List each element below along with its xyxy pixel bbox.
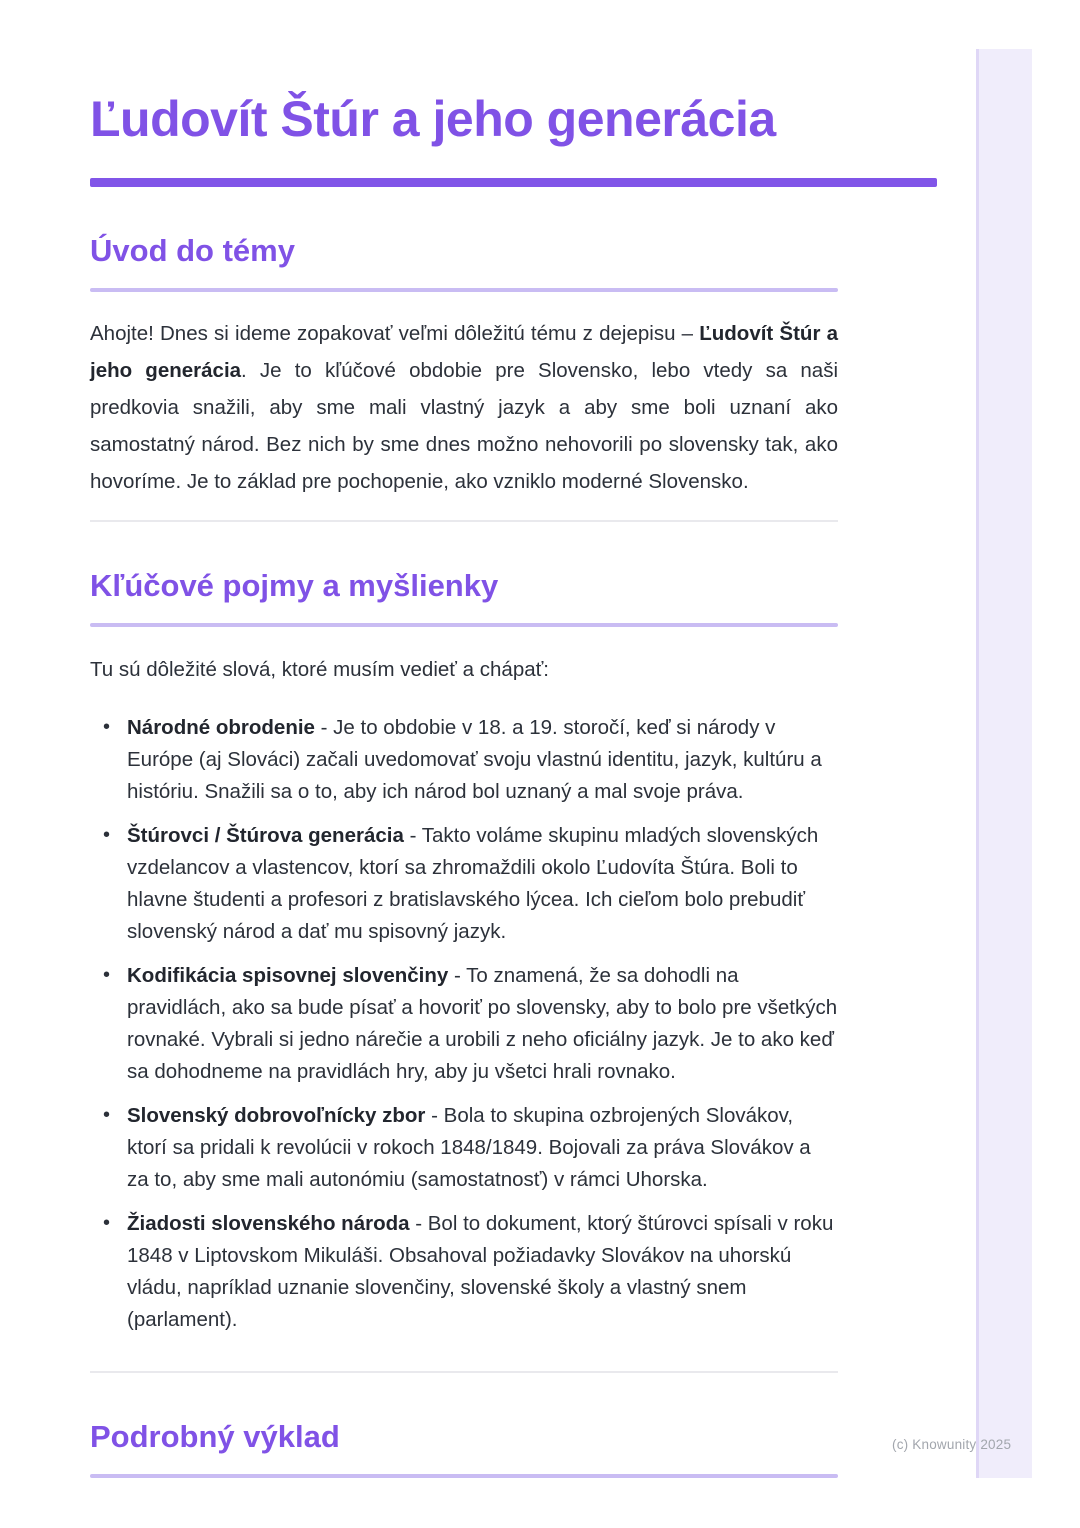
term-dash: - bbox=[409, 824, 417, 847]
page-title: Ľudovít Štúr a jeho generácia bbox=[90, 91, 776, 147]
intro-bold-phrase: Ľudovít Štúr a jeho generácia bbox=[90, 322, 839, 382]
right-accent-bar bbox=[976, 49, 1032, 1478]
term-definition: Takto voláme skupinu mladých slovenských vzdelancov a vlastencov, ktorí sa zhromaždili okolo Ľudovíta Štúra. Boli to hlavne študenti a profesori z bratislavského lýcea. Ich cieľom bolo prebudiť slovenský národ a dať mu spisovný jazyk. bbox=[127, 824, 819, 943]
term-definition: Je to obdobie v 18. a 19. storočí, keď si národy v Európe (aj Slováci) začali uvedomovať svoju vlastnú identitu, jazyk, kultúru a históriu. Snažili sa o to, aby ich národ bol uznaný a mal svoje práva. bbox=[127, 716, 822, 803]
term-definition: Bol to dokument, ktorý štúrovci spísali v roku 1848 v Liptovskom Mikuláši. Obsahoval požiadavky Slovákov na uhorskú vládu, napríklad uznanie slovenčiny, slovenské školy a vlastný snem (parlament). bbox=[127, 1212, 834, 1331]
section-heading-intro: Úvod do témy bbox=[90, 233, 295, 268]
term-label: Slovenský dobrovoľnícky zbor bbox=[127, 1104, 426, 1127]
heading-rule bbox=[90, 623, 838, 627]
section-key-terms bbox=[90, 568, 838, 1336]
section-divider bbox=[90, 520, 838, 522]
term-definition: To znamená, že sa dohodli na pravidlách, ako sa bude písať a hovoriť po slovensky, aby to bolo pre všetkých rovnaké. Vybrali si jedno nárečie a urobili z neho oficiálny jazyk. Je to ako keď sa dohodneme na pravidlách hry, aby ju všetci hrali rovnako. bbox=[127, 964, 838, 1083]
title-rule bbox=[90, 178, 937, 187]
term-label: Žiadosti slovenského národa bbox=[127, 1212, 410, 1235]
list-item bbox=[127, 960, 838, 1088]
section-divider bbox=[90, 1371, 838, 1373]
term-dash: - bbox=[431, 1104, 438, 1127]
list-item bbox=[127, 712, 838, 808]
section-detailed bbox=[90, 1419, 838, 1478]
intro-text-before: Ahojte! Dnes si ideme zopakovať veľmi dôležitú tému z dejepisu – bbox=[90, 322, 700, 345]
list-item bbox=[127, 820, 838, 948]
list-item bbox=[127, 1208, 838, 1336]
key-terms-intro: Tu sú dôležité slová, ktoré musím vedieť a chápať: bbox=[90, 658, 549, 681]
term-dash: - bbox=[454, 964, 461, 987]
watermark: (c) Knowunity 2025 bbox=[892, 1437, 1012, 1452]
heading-rule bbox=[90, 288, 838, 292]
key-terms-list bbox=[90, 712, 838, 1336]
intro-paragraph bbox=[90, 315, 838, 500]
term-dash: - bbox=[415, 1212, 423, 1235]
term-dash: - bbox=[320, 716, 328, 739]
list-item bbox=[127, 1100, 838, 1196]
document-content bbox=[90, 0, 838, 1478]
section-heading-key-terms: Kľúčové pojmy a myšlienky bbox=[90, 568, 499, 603]
term-label: Kodifikácia spisovnej slovenčiny bbox=[127, 964, 449, 987]
term-label: Národné obrodenie bbox=[127, 716, 315, 739]
term-label: Štúrovci / Štúrova generácia bbox=[127, 824, 404, 847]
intro-text-after: . Je to kľúčové obdobie pre Slovensko, lebo vtedy sa naši predkovia snažili, aby sme mali vlastný jazyk a aby sme boli uznaní ako samostatný národ. Bez nich by sme dnes možno nehovorili po slovensky tak, ako hovoríme. Je to základ pre pochopenie, ako vzniklo moderné Slovensko. bbox=[90, 359, 839, 493]
term-definition: Bola to skupina ozbrojených Slovákov, ktorí sa pridali k revolúcii v rokoch 1848/1849. Bojovali za práva Slovákov a za to, aby sme mali autonómiu (samostatnosť) v rámci Uhorska. bbox=[127, 1104, 811, 1191]
section-heading-detailed: Podrobný výklad bbox=[90, 1419, 340, 1454]
heading-rule bbox=[90, 1474, 838, 1478]
section-intro bbox=[90, 233, 838, 500]
